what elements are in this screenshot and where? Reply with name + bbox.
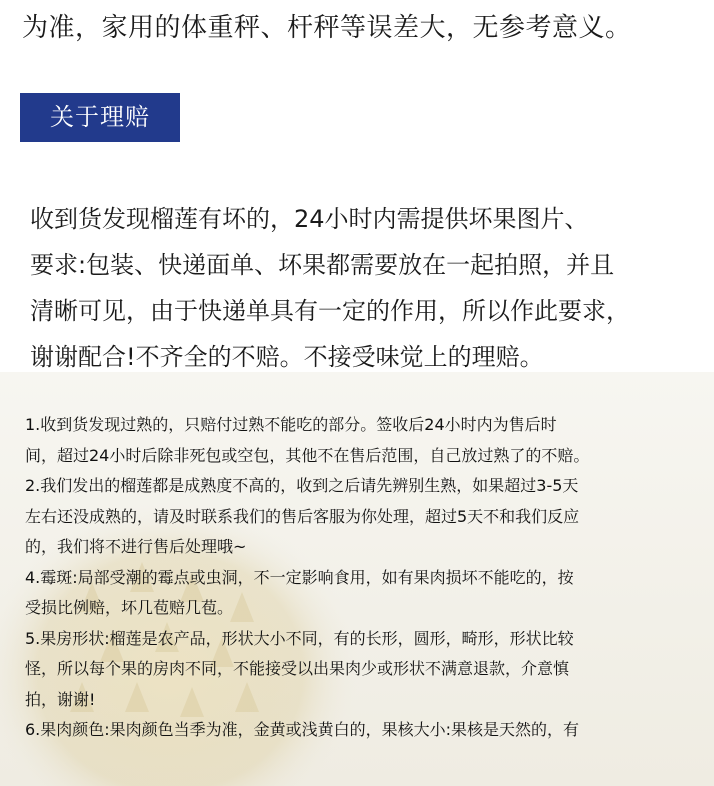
notes-line: 6.果肉颜色:果肉颜色当季为准，金黄或浅黄白的，果核大小:果核是天然的，有 [25, 720, 580, 739]
notes-line: 拍，谢谢! [25, 689, 96, 709]
claim-line: 收到货发现榴莲有坏的，24小时内需提供坏果图片、 [30, 205, 589, 233]
claim-line: 清晰可见，由于快递单具有一定的作用，所以作此要求， [30, 297, 630, 325]
notes-line: 受损比例赔，坏几苞赔几苞。 [25, 598, 234, 617]
notes-line: 1.收到货发现过熟的，只赔付过熟不能吃的部分。签收后24小时内为售后时 [25, 415, 557, 434]
notes-line: 的，我们将不进行售后处理哦~ [25, 537, 247, 556]
notes-line: 间，超过24小时后除非死包或空包，其他不在售后范围，自己放过熟了的不赔。 [25, 445, 590, 465]
section-header-claims: 关于理赔 [20, 93, 180, 142]
notes-line: 4.霉斑:局部受潮的霉点或虫洞，不一定影响食用，如有果肉损坏不能吃的，按 [25, 567, 574, 587]
notes-line: 左右还没成熟的，请及时联系我们的售后客服为你处理，超过5天不和我们反应 [25, 506, 580, 526]
notes-line: 5.果房形状:榴莲是农产品，形状大小不同，有的长形，圆形，畸形，形状比较 [25, 628, 574, 648]
notes-line: 怪，所以每个果的房肉不同，不能接受以出果肉少或形状不满意退款，介意慎 [25, 659, 570, 678]
claim-line: 谢谢配合!不齐全的不赔。不接受味觉上的理赔。 [30, 343, 544, 371]
notes-panel [0, 372, 714, 786]
claim-line: 要求:包装、快递面单、坏果都需要放在一起拍照，并且 [30, 251, 615, 279]
claim-paragraph [30, 196, 700, 380]
notes-list [25, 410, 705, 746]
notes-line: 2.我们发出的榴莲都是成熟度不高的，收到之后请先辨别生熟，如果超过3-5天 [25, 476, 579, 495]
intro-line: 为准，家用的体重秤、杆秤等误差大，无参考意义。 [22, 13, 632, 43]
